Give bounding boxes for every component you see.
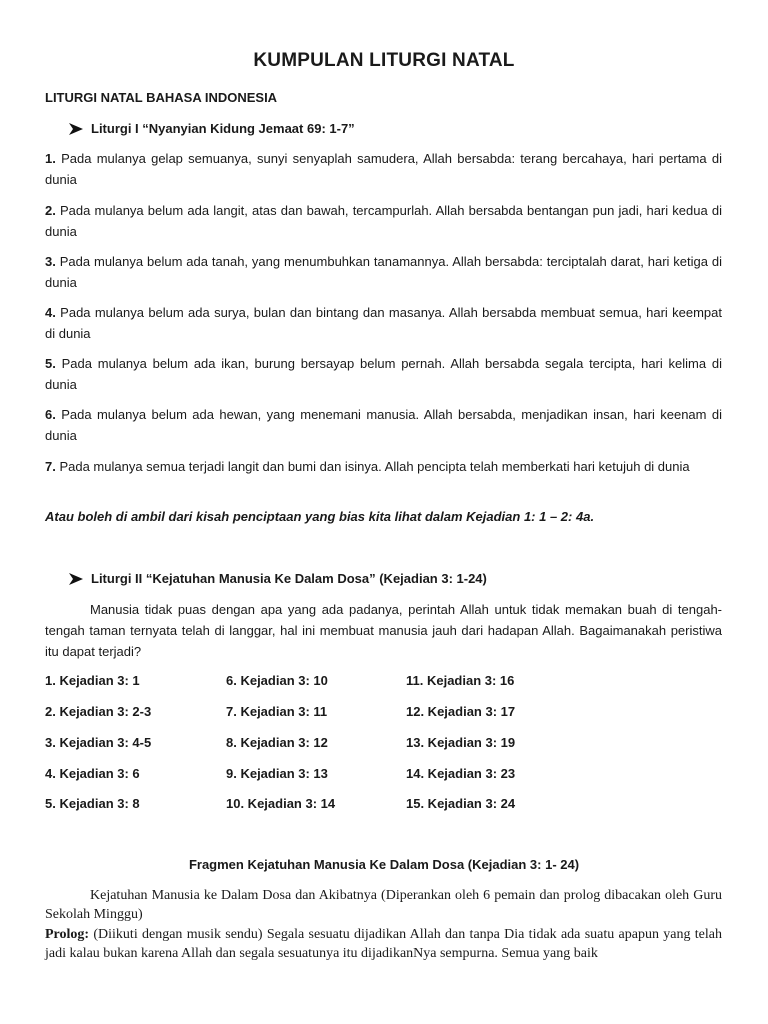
fragmen-intro: Kejatuhan Manusia ke Dalam Dosa dan Akibatnya (Diperankan oleh 6 pemain dan prolog dibacakan oleh Guru Sekolah Minggu) xyxy=(45,888,722,922)
reference-item: 5. Kejadian 3: 8 xyxy=(45,796,140,811)
reference-item: 13. Kejadian 3: 19 xyxy=(406,735,516,750)
prolog-paragraph xyxy=(45,925,722,963)
liturgi-2-heading xyxy=(67,571,487,586)
reference-item: 4. Kejadian 3: 6 xyxy=(45,766,140,781)
arrow-bullet-icon xyxy=(67,572,85,586)
reference-item: 15. Kejadian 3: 24 xyxy=(406,796,516,811)
page-title: KUMPULAN LITURGI NATAL xyxy=(253,50,515,71)
reference-item: 12. Kejadian 3: 17 xyxy=(406,704,516,719)
kejadian-note: Atau boleh di ambil dari kisah penciptaan yang bias kita lihat dalam Kejadian 1: 1 – 2: 4a. xyxy=(45,509,595,524)
reference-item: 11. Kejadian 3: 16 xyxy=(406,673,515,688)
liturgi-2-intro: Manusia tidak puas dengan apa yang ada padanya, perintah Allah untuk tidak memakan buah di tengah-tengah taman ternyata telah di langgar, hal ini membuat manusia jauh dari hadapan Allah. Bagaimanakah peristiwa itu dapat terjadi? xyxy=(45,602,722,659)
verse-4: 4. Pada mulanya belum ada surya, bulan dan bintang dan masanya. Allah bersabda membuat semua, hari keempat di dunia xyxy=(45,305,722,341)
reference-item: 3. Kejadian 3: 4-5 xyxy=(45,735,152,750)
reference-item: 6. Kejadian 3: 10 xyxy=(226,673,328,688)
reference-item: 7. Kejadian 3: 11 xyxy=(226,704,328,719)
fragmen-title: Fragmen Kejatuhan Manusia Ke Dalam Dosa (Kejadian 3: 1- 24) xyxy=(188,857,580,872)
prolog-text: (Diikuti dengan musik sendu) Segala sesuatu dijadikan Allah dan tanpa Dia tidak ada suatu apapun yang telah jadi kalau bukan karena Allah dan segala sesuatunya itu dijadikanNya sempurna. Semua yang baik xyxy=(45,927,722,961)
verse-1: 1. Pada mulanya gelap semuanya, sunyi senyaplah samudera, Allah bersabda: terang bercahaya, hari pertama di dunia xyxy=(45,151,722,187)
arrow-bullet-icon xyxy=(67,122,85,136)
reference-item: 8. Kejadian 3: 12 xyxy=(226,735,328,750)
reference-item: 10. Kejadian 3: 14 xyxy=(226,796,336,811)
verse-2: 2. Pada mulanya belum ada langit, atas dan bawah, tercampurlah. Allah bersabda bentangan pun jadi, hari kedua di dunia xyxy=(45,203,722,239)
reference-item: 14. Kejadian 3: 23 xyxy=(406,766,516,781)
verse-6: 6. Pada mulanya belum ada hewan, yang menemani manusia. Allah bersabda, menjadikan insan, hari keenam di dunia xyxy=(45,407,722,443)
liturgi-2-heading-text: Liturgi II “Kejatuhan Manusia Ke Dalam Dosa” (Kejadian 3: 1-24) xyxy=(91,571,487,586)
verse-7: 7. Pada mulanya semua terjadi langit dan bumi dan isinya. Allah pencipta telah memberkati hari ketujuh di dunia xyxy=(45,459,690,474)
verse-5: 5. Pada mulanya belum ada ikan, burung bersayap belum pernah. Allah bersabda segala tercipta, hari kelima di dunia xyxy=(45,356,722,392)
liturgi-1-heading xyxy=(67,121,355,136)
section-subheading: LITURGI NATAL BAHASA INDONESIA xyxy=(45,90,278,105)
reference-item: 1. Kejadian 3: 1 xyxy=(45,673,140,688)
liturgi-1-heading-text: Liturgi I “Nyanyian Kidung Jemaat 69: 1-7” xyxy=(91,121,355,136)
prolog-label: Prolog: xyxy=(45,927,90,942)
reference-item: 9. Kejadian 3: 13 xyxy=(226,766,328,781)
verse-3: 3. Pada mulanya belum ada tanah, yang menumbuhkan tanamannya. Allah bersabda: terciptalah darat, hari ketiga di dunia xyxy=(45,254,722,290)
reference-item: 2. Kejadian 3: 2-3 xyxy=(45,704,152,719)
